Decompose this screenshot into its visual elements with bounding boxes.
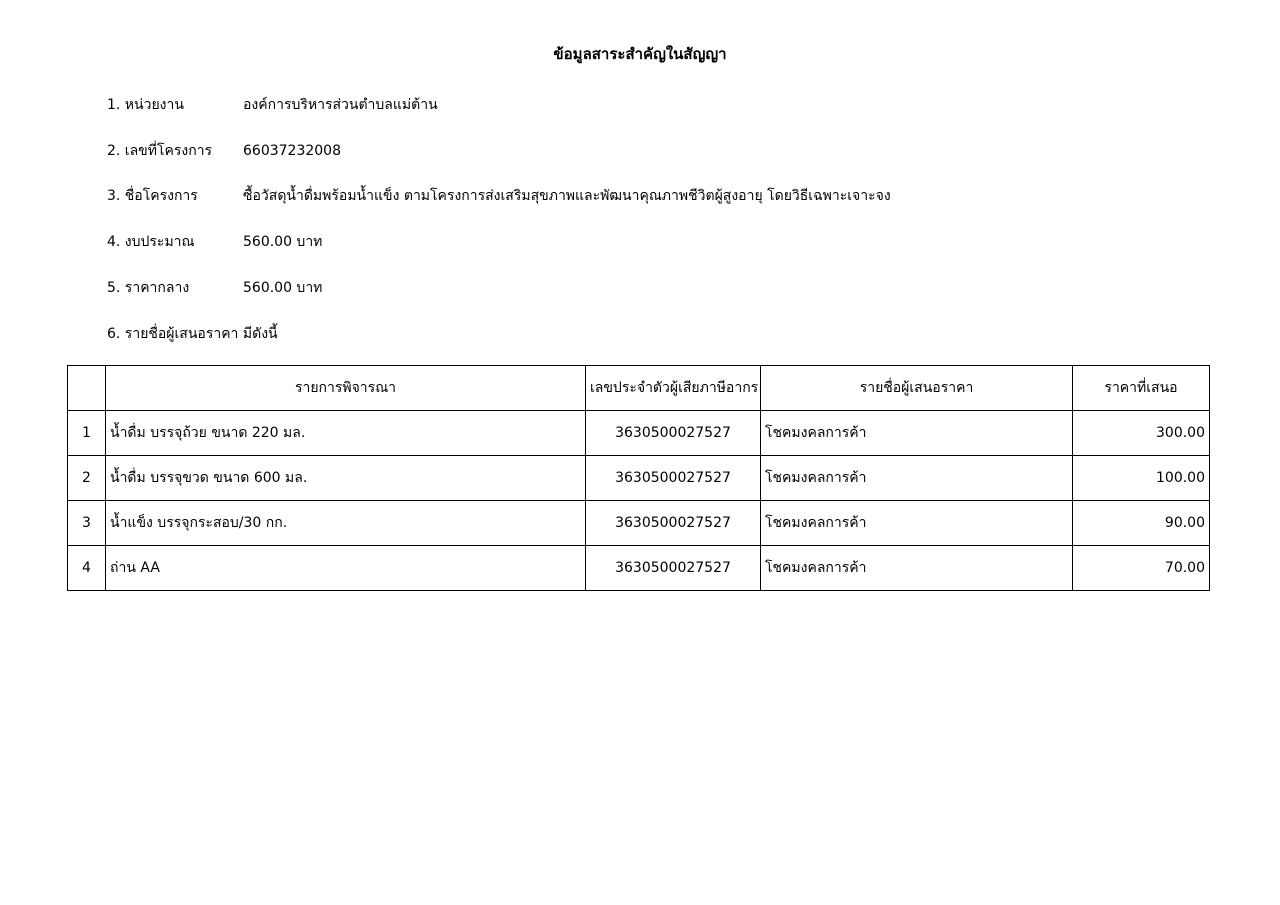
row-item: น้ำดื่ม บรรจุถ้วย ขนาด 220 มล.: [106, 411, 586, 456]
info-row-budget: [107, 231, 322, 253]
row-tax-id: 3630500027527: [586, 456, 761, 501]
header-tax-id: เลขประจำตัวผู้เสียภาษีอากร: [586, 366, 761, 411]
info-row-agency: [107, 94, 438, 116]
row-price: 90.00: [1073, 501, 1210, 546]
info-label: 1. หน่วยงาน: [107, 97, 184, 113]
info-label: 2. เลขที่โครงการ: [107, 143, 213, 159]
bidders-heading: 6. รายชื่อผู้เสนอราคา มีดังนี้: [107, 326, 278, 342]
header-item: รายการพิจารณา: [106, 366, 586, 411]
row-bidder: โชคมงคลการค้า: [761, 501, 1073, 546]
row-bidder: โชคมงคลการค้า: [761, 546, 1073, 591]
row-price: 100.00: [1073, 456, 1210, 501]
row-number: 1: [68, 411, 106, 456]
row-bidder: โชคมงคลการค้า: [761, 456, 1073, 501]
row-item: ถ่าน AA: [106, 546, 586, 591]
table-row: [68, 411, 1210, 456]
info-value: องค์การบริหารส่วนตำบลแม่ต้าน: [243, 97, 438, 113]
info-row-project-number: [107, 140, 341, 162]
info-value: ซื้อวัสดุน้ำดื่มพร้อมน้ำแข็ง ตามโครงการส่งเสริมสุขภาพและพัฒนาคุณภาพชีวิตผู้สูงอายุ โดยวิธีเฉพาะเจาะจง: [243, 188, 891, 204]
header-bidder: รายชื่อผู้เสนอราคา: [761, 366, 1073, 411]
table-header-row: [68, 366, 1210, 411]
info-row-median-price: [107, 277, 322, 299]
row-tax-id: 3630500027527: [586, 411, 761, 456]
info-row-project-name: [107, 185, 891, 207]
row-price: 70.00: [1073, 546, 1210, 591]
info-value: 66037232008: [243, 143, 341, 159]
row-number: 3: [68, 501, 106, 546]
row-tax-id: 3630500027527: [586, 501, 761, 546]
info-value: 560.00 บาท: [243, 234, 323, 250]
info-label: 3. ชื่อโครงการ: [107, 188, 198, 204]
bidders-table: [67, 365, 1210, 591]
row-number: 2: [68, 456, 106, 501]
table-row: [68, 456, 1210, 501]
header-no: [68, 366, 106, 411]
table-row: [68, 501, 1210, 546]
info-label: 5. ราคากลาง: [107, 280, 190, 296]
table-row: [68, 546, 1210, 591]
row-tax-id: 3630500027527: [586, 546, 761, 591]
document-title: ข้อมูลสาระสำคัญในสัญญา: [553, 45, 727, 63]
info-label: 4. งบประมาณ: [107, 234, 195, 250]
row-number: 4: [68, 546, 106, 591]
row-bidder: โชคมงคลการค้า: [761, 411, 1073, 456]
info-value: 560.00 บาท: [243, 280, 323, 296]
row-price: 300.00: [1073, 411, 1210, 456]
header-price: ราคาที่เสนอ: [1073, 366, 1210, 411]
row-item: น้ำดื่ม บรรจุขวด ขนาด 600 มล.: [106, 456, 586, 501]
row-item: น้ำแข็ง บรรจุกระสอบ/30 กก.: [106, 501, 586, 546]
